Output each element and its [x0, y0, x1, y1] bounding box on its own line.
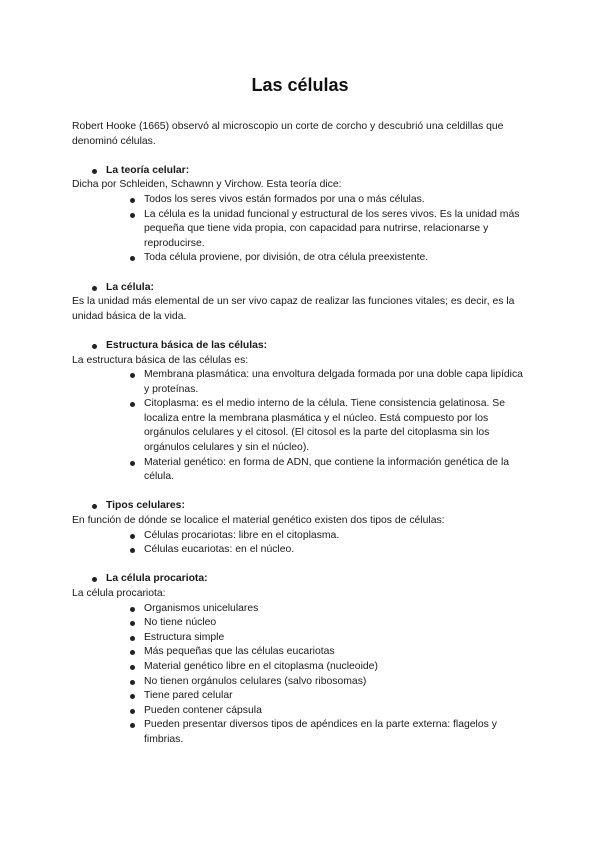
- list-item: Material genético: en forma de ADN, que contiene la información genética de la célula.: [144, 456, 528, 485]
- bullet-list: [72, 368, 528, 485]
- intro-paragraph: Robert Hooke (1665) observó al microscopio un corte de corcho y descubrió una celdillas que denominó células.: [72, 121, 504, 147]
- section-text: Dicha por Schleiden, Schawnn y Virchow. Esta teoría dice:: [72, 179, 342, 191]
- section: [72, 164, 528, 266]
- list-item: Material genético libre en el citoplasma (nucleoide): [144, 660, 528, 675]
- section: [72, 281, 528, 325]
- bullet-list: [72, 193, 528, 266]
- section-heading: La célula:: [72, 281, 528, 296]
- section: [72, 499, 528, 557]
- list-item: La célula es la unidad funcional y estructural de los seres vivos. Es la unidad más pequeña que tiene vida propia, con capacidad para nutrirse, relacionarse y reproducirse.: [144, 208, 528, 252]
- list-item: Pueden presentar diversos tipos de apéndices en la parte externa: flagelos y fimbrias.: [144, 718, 528, 747]
- section: [72, 572, 528, 747]
- section-heading: La célula procariota:: [72, 572, 528, 587]
- section-text: La célula procariota:: [72, 588, 166, 599]
- bullet-list: [72, 602, 528, 748]
- list-item: Membrana plasmática: una envoltura delgada formada por una doble capa lipídica y proteínas.: [144, 368, 528, 397]
- page-title: Las células: [251, 75, 349, 95]
- sections-container: [72, 164, 528, 748]
- section-heading: La teoría celular:: [72, 164, 528, 179]
- list-item: Células eucariotas: en el núcleo.: [144, 543, 528, 558]
- list-item: Toda célula proviene, por división, de otra célula preexistente.: [144, 251, 528, 266]
- list-item: Todos los seres vivos están formados por una o más células.: [144, 193, 528, 208]
- bullet-list: [72, 529, 528, 558]
- section-text: La estructura básica de las células es:: [72, 354, 249, 366]
- list-item: Células procariotas: libre en el citoplasma.: [144, 529, 528, 544]
- list-item: Organismos unicelulares: [144, 602, 528, 617]
- list-item: Estructura simple: [144, 631, 528, 646]
- section-heading: Tipos celulares:: [72, 499, 528, 514]
- section: [72, 339, 528, 485]
- list-item: No tiene núcleo: [144, 616, 528, 631]
- list-item: Pueden contener cápsula: [144, 704, 528, 719]
- section-text: En función de dónde se localice el material genético existen dos tipos de células:: [72, 515, 445, 527]
- section-heading: Estructura básica de las células:: [72, 339, 528, 354]
- list-item: Citoplasma: es el medio interno de la célula. Tiene consistencia gelatinosa. Se localiza entre la membrana plasmática y el núcleo. Está compuesto por los orgánulos celulares y el citosol. (El citosol es la parte del citoplasma sin los orgánulos celulares y sin el núcleo).: [144, 397, 528, 455]
- list-item: Tiene pared celular: [144, 689, 528, 704]
- section-text: Es la unidad más elemental de un ser vivo capaz de realizar las funciones vitales; es decir, es la unidad básica de la vida.: [72, 296, 515, 322]
- list-item: No tienen orgánulos celulares (salvo ribosomas): [144, 675, 528, 690]
- list-item: Más pequeñas que las células eucariotas: [144, 645, 528, 660]
